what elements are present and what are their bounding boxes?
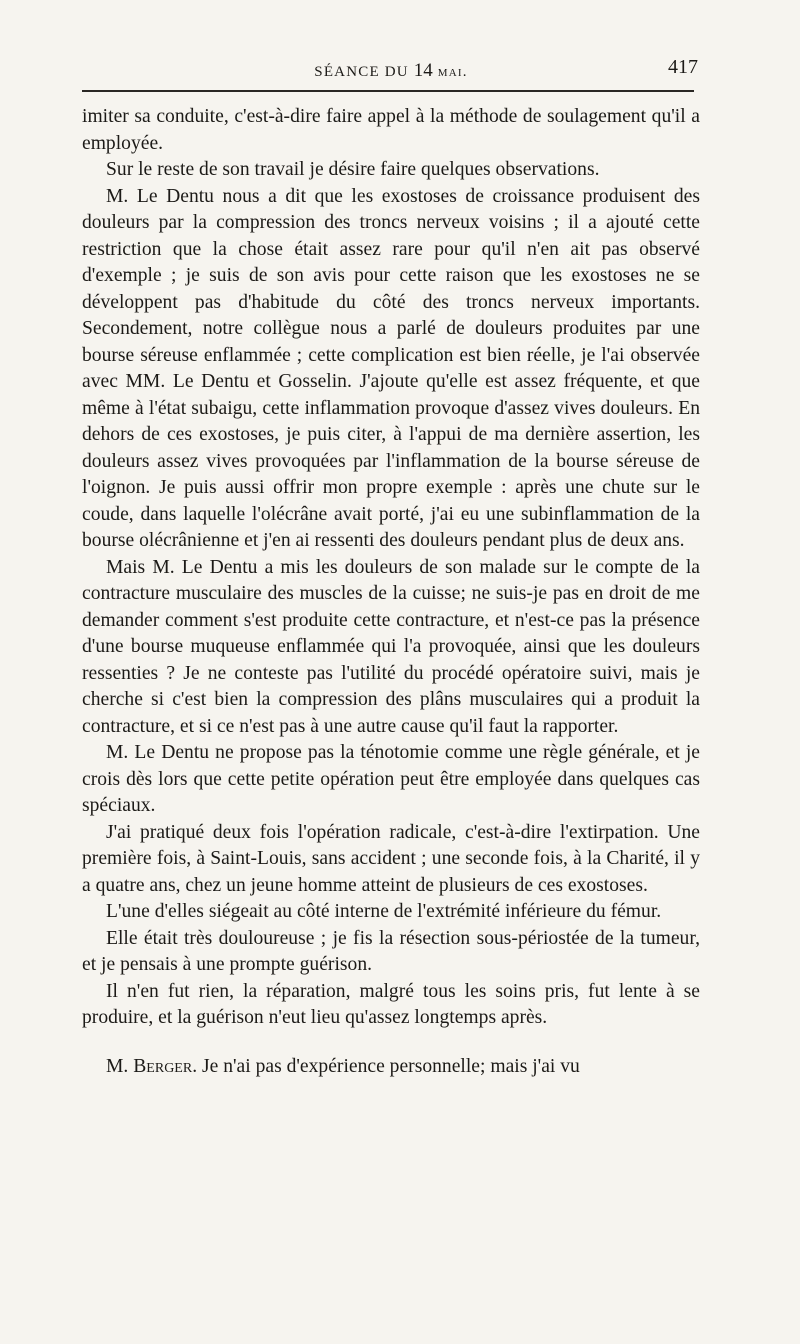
paragraph: L'une d'elles siégeait au côté interne de l'extrémité inférieure du fémur.	[106, 901, 662, 922]
paragraph: Elle était très douloureuse ; je fis la résection sous-périostée de la tumeur, et je pensais à une prompte guérison.	[82, 927, 700, 975]
paragraph: M. Le Dentu nous a dit que les exostoses de croissance produisent des douleurs par la compression des troncs nerveux voisins ; il a ajouté cette restriction que la chose était assez rare pour qu'il n'en ait pas observé d'exemple ; je suis de son avis pour cette raison que les exostoses ne se développent pas d'habitude du côté des troncs nerveux importants. Secondement, notre collègue nous a parlé de douleurs produites par une bourse séreuse enflammée ; cette complication est bien réelle, je l'ai observée avec MM. Le Dentu et Gosselin. J'ajoute qu'elle est assez fréquente, et que même à l'état subaigu, cette inflammation provoque d'assez vives douleurs. En dehors de ces exostoses, je puis citer, à l'appui de ma dernière assertion, les douleurs assez vives provoquées par l'inflammation de la bourse séreuse de l'oignon. Je puis aussi offrir mon propre exemple : après une chute sur le coude, dans laquelle l'olécrâne avait porté, j'ai eu une subinflammation de la bourse olécrânienne et j'en ai ressenti des douleurs pendant plus de deux ans.	[82, 185, 700, 551]
paragraph: J'ai pratiqué deux fois l'opération radicale, c'est-à-dire l'extirpation. Une première fois, à Saint-Louis, sans accident ; une seconde fois, à la Charité, il y a quatre ans, chez un jeune homme atteint de plusieurs de ces exostoses.	[82, 821, 700, 896]
page-number: 417	[668, 56, 698, 78]
paragraph: Mais M. Le Dentu a mis les douleurs de son malade sur le compte de la contracture musculaire des muscles de la cuisse; ne suis-je pas en droit de me demander comment s'est produite cette contracture, et n'est-ce pas la présence d'une bourse muqueuse enflammée qui l'a provoquée, ainsi que les douleurs ressenties ? Je ne conteste pas l'utilité du procédé opératoire suivi, mais je cherche si c'est bien la compression des plâns musculaires qui a produit la contracture, et si ce n'est pas à une autre cause qu'il faut la rapporter.	[82, 556, 700, 737]
header-rule	[82, 90, 694, 92]
paragraph: M. Le Dentu ne propose pas la ténotomie comme une règle générale, et je crois dès lors que cette petite opération peut être employée dans quelques cas spéciaux.	[82, 742, 700, 816]
speaker-paragraph	[82, 1054, 700, 1081]
speaker-text: . Je n'ai pas d'expérience personnelle; mais j'ai vu	[192, 1055, 580, 1077]
document-page	[82, 54, 700, 1080]
speaker-name: Berger	[133, 1055, 193, 1077]
body-text	[82, 104, 700, 1080]
running-head-title	[82, 60, 700, 82]
paragraph-continuation: imiter sa conduite, c'est-à-dire faire appel à la méthode de soulagement qu'il a employée.	[82, 106, 700, 154]
running-head-day: 14	[413, 60, 433, 81]
running-head	[82, 54, 700, 90]
running-head-title-prefix: SÉANCE DU	[314, 64, 414, 80]
paragraph: Il n'en fut rien, la réparation, malgré tous les soins pris, fut lente à se produire, et la guérison n'eut lieu qu'assez longtemps après.	[82, 980, 700, 1028]
speaker-prefix: M.	[106, 1055, 134, 1077]
paragraph: Sur le reste de son travail je désire faire quelques observations.	[106, 159, 600, 180]
running-head-month: mai.	[437, 64, 468, 80]
